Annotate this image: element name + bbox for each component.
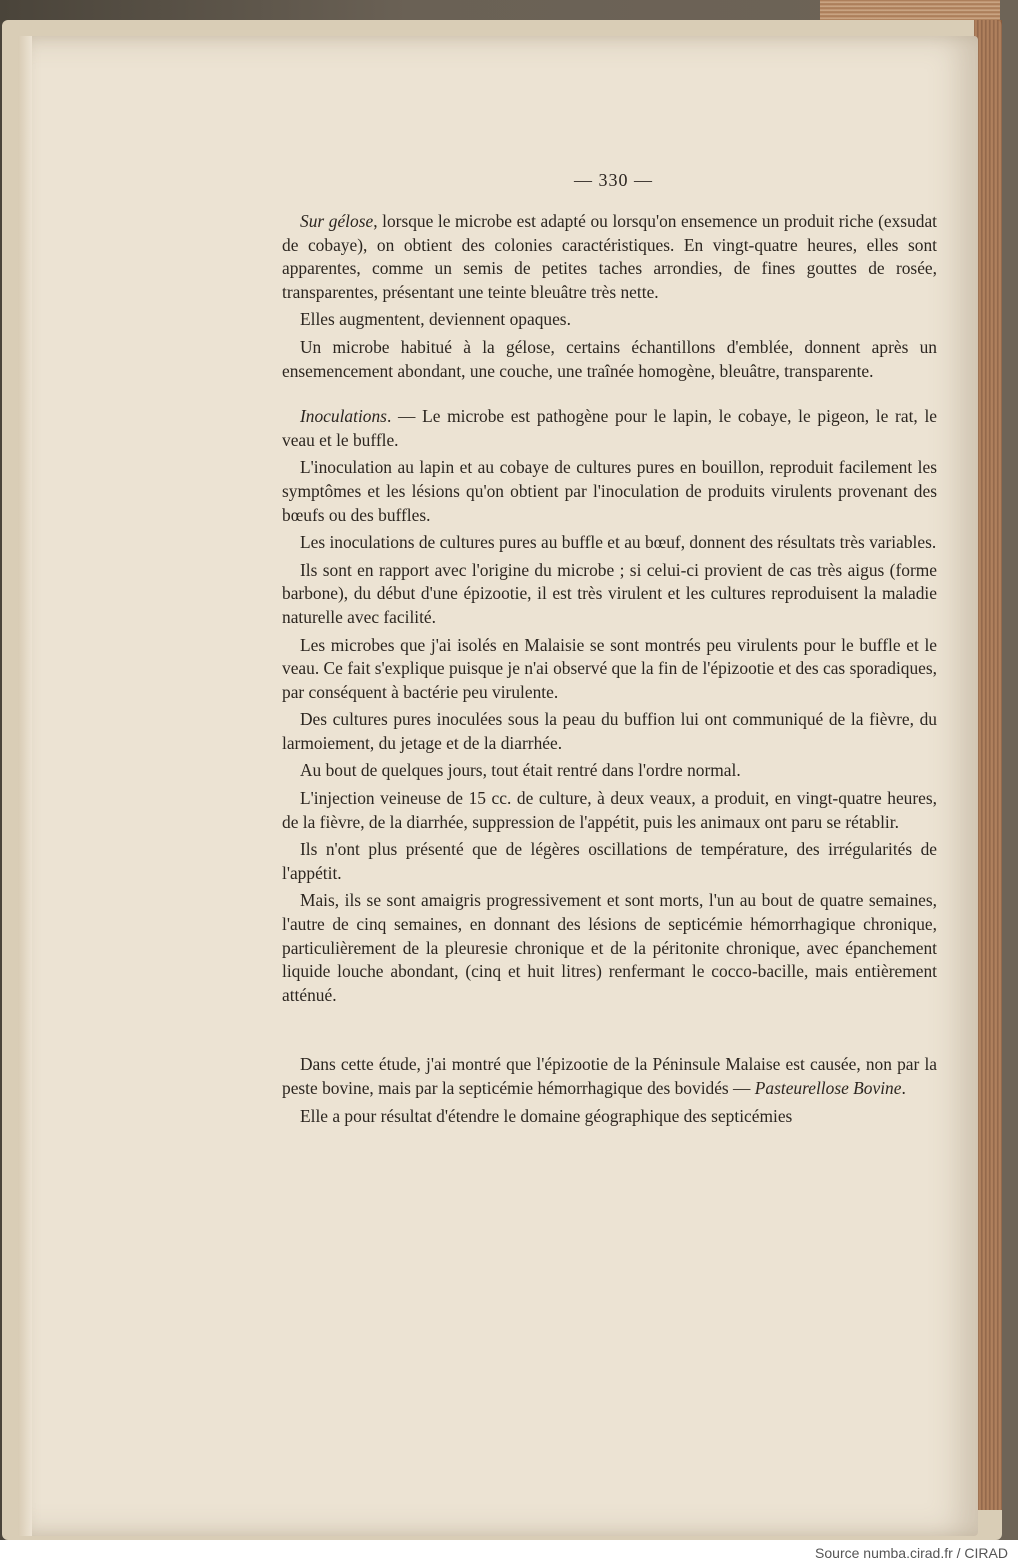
paragraph: Dans cette étude, j'ai montré que l'épizootie de la Péninsule Malaise est causée, non par la peste bovine, mais par la septicémie hémorrhagique des bovidés — Pasteurellose Bovine. [282,1054,937,1098]
emphasis: Pasteurellose Bovine [754,1078,902,1098]
source-credit: Source numba.cirad.fr / CIRAD [815,1545,1008,1561]
paragraph: Les inoculations de cultures pures au buffle et au bœuf, donnent des résultats très variables. [300,532,937,553]
paragraph: Les microbes que j'ai isolés en Malaisie se sont montrés peu virulents pour le buffle et le veau. Ce fait s'explique puisque je n'ai observé que la fin de l'épizootie et des cas sporadiques, par conséquent à bactérie peu virulente. [282,634,937,702]
paragraph: Sur gélose, lorsque le microbe est adapté ou lorsqu'on ensemence un produit riche (exsudat de cobaye), on obtient des colonies caractéristiques. En vingt-quatre heures, elles sont apparentes, comme un semis de petites taches arrondies, de fines gouttes de rosée, transparentes, présentant une teinte bleuâtre très nette. [282,211,937,302]
book-fore-edge [974,20,1002,1510]
paragraph: Des cultures pures inoculées sous la peau du buffion lui ont communiqué de la fièvre, du larmoiement, du jetage et de la diarrhée. [282,709,937,753]
paragraph: Ils n'ont plus présenté que de légères oscillations de température, des irrégularités de l'appétit. [282,839,937,883]
paragraph: Au bout de quelques jours, tout était rentré dans l'ordre normal. [300,760,741,781]
body-text [282,210,937,1132]
paragraph: Ils sont en rapport avec l'origine du microbe ; si celui-ci provient de cas très aigus (forme barbone), du début d'une épizootie, il est très virulent et les cultures reproduisent la maladie naturelle avec facilité. [282,559,937,627]
paragraph-lead: Inoculations [300,406,387,427]
paragraph: L'injection veineuse de 15 cc. de culture, à deux veaux, a produit, en vingt-quatre heures, de la fièvre, de la diarrhée, suppression de l'appétit, puis les animaux ont paru se rétablir. [282,788,937,832]
paragraph: L'inoculation au lapin et au cobaye de cultures pures en bouillon, reproduit facilement les symptômes et les lésions qu'on obtient par l'inoculation de produits virulents provenant des bœufs ou des buffles. [282,457,937,525]
paragraph: Mais, ils se sont amaigris progressivement et sont morts, l'un au bout de quatre semaines, l'autre de cinq semaines, en donnant des lésions de septicémie hémorrhagique chronique, particulièrement de la pleuresie chronique et de la péritonite chronique, avec épanchement liquide louche abondant, (cinq et huit litres) renfermant le cocco-bacille, mais entièrement atténué. [282,890,937,1005]
paragraph: Un microbe habitué à la gélose, certains échantillons d'emblée, donnent après un ensemencement abondant, une couche, une traînée homogène, bleuâtre, transparente. [282,336,937,381]
page-gutter-shadow [18,36,32,1536]
paragraph-lead: Sur gélose [300,211,374,231]
paragraph: Elles augmentent, deviennent opaques. [300,309,571,330]
page-number: — 330 — [574,170,653,190]
paragraph: Inoculations. — Le microbe est pathogène pour le lapin, le cobaye, le pigeon, le rat, le veau et le buffle. [282,406,937,450]
paragraph: Elle a pour résultat d'étendre le domaine géographique des septicémies [300,1105,793,1126]
